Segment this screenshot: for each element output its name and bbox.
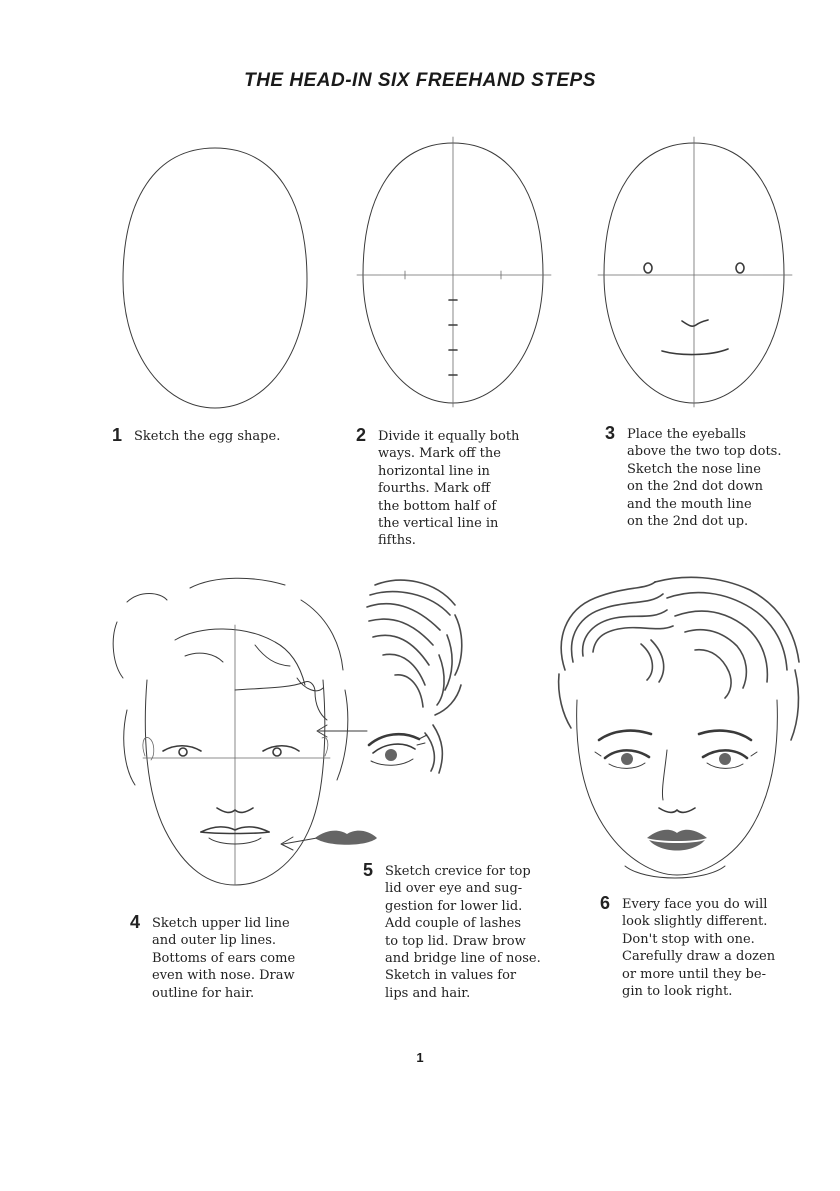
step-number: 2 [356, 425, 367, 445]
features-placed-figure [596, 135, 796, 415]
step-text: Sketch the egg shape. [134, 429, 281, 444]
step-text: Sketch upper lid line and outer lip lines. Bottoms of ears come even with nose. Draw outline for hair. [152, 916, 296, 1001]
finished-head-figure [555, 570, 810, 890]
outline-head-figure [105, 570, 365, 900]
step-4 [130, 912, 296, 1002]
page-number: 1 [416, 1050, 424, 1065]
egg-shape-figure [115, 140, 315, 415]
step-number: 1 [112, 425, 123, 445]
step-number: 5 [363, 860, 374, 880]
step-number: 4 [130, 912, 141, 932]
step-number: 3 [605, 423, 616, 443]
step-6 [600, 893, 776, 1000]
step-text: Place the eyeballs above the two top dots. Sketch the nose line on the 2nd dot down and the mouth line on the 2nd dot up. [627, 427, 782, 530]
page-title: THE HEAD-IN SIX FREEHAND STEPS [244, 70, 596, 91]
detail-studies-figure [355, 575, 475, 865]
step-1 [112, 425, 281, 445]
step-text: Divide it equally both ways. Mark off the horizontal line in fourths. Mark off the bottom half of the vertical line in fifths. [378, 429, 520, 549]
step-number: 6 [600, 893, 611, 913]
step-text: Every face you do will look slightly different. Don't stop with one. Carefully draw a dozen or more until they be- gin to look right. [622, 897, 776, 1000]
step-5 [363, 860, 541, 1002]
step-text: Sketch crevice for top lid over eye and sug- gestion for lower lid. Add couple of lashes to top lid. Draw brow and bridge line of nose. Sketch in values for lips and hair. [385, 864, 541, 1001]
divided-egg-figure [355, 135, 555, 415]
step-2 [356, 425, 520, 550]
step-3 [605, 423, 782, 530]
